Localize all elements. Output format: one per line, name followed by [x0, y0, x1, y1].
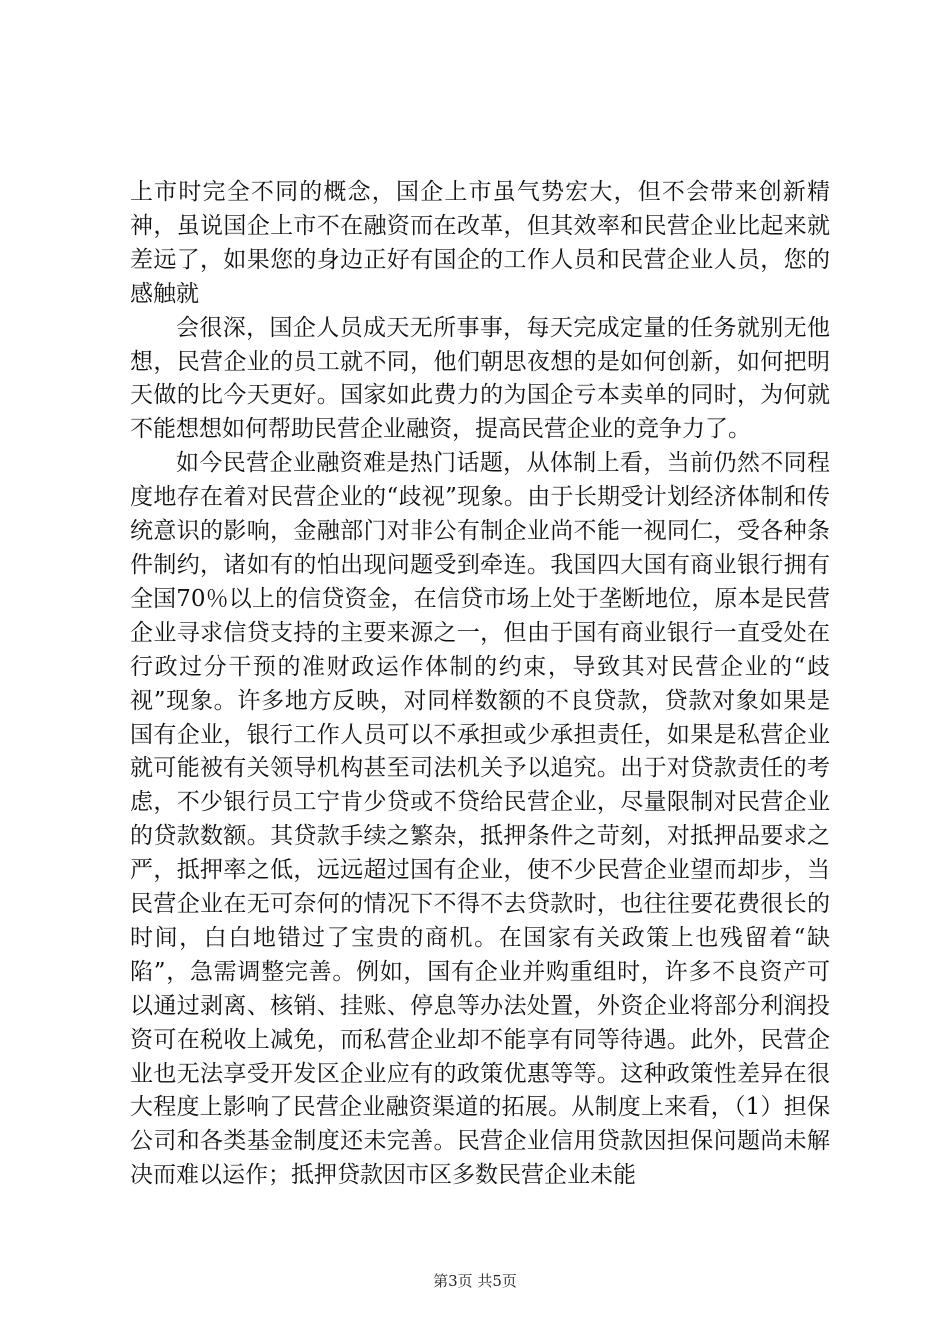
page-number-footer: 第3页 共5页 — [433, 1272, 517, 1290]
paragraph-3: 如今民营企业融资难是热门话题，从体制上看，当前仍然不同程度地存在着对民营企业的“歧视”现象。由于长期受计划经济体制和传统意识的影响，金融部门对非公有制企业尚不能一视同仁，受各种条件制约，诸如有的怕出现问题受到牵连。我国四大国有商业银行拥有全国70％以上的信贷资金，在信贷市场上处于垄断地位，原本是民营企业寻求信贷支持的主要来源之一，但由于国有商业银行一直受处在行政过分干预的准财政运作体制的约束，导致其对民营企业的“歧视”现象。许多地方反映，对同样数额的不良贷款，贷款对象如果是国有企业，银行工作人员可以不承担或少承担责任，如果是私营企业就可能被有关领导机构甚至司法机关予以追究。出于对贷款责任的考虑，不少银行员工宁肯少贷或不贷给民营企业，尽量限制对民营企业的贷款数额。其贷款手续之繁杂，抵押条件之苛刻，对抵押品要求之严，抵押率之低，远远超过国有企业，使不少民营企业望而却步，当民营企业在无可奈何的情况下不得不去贷款时，也往往要花费很长的时间，白白地错过了宝贵的商机。在国家有关政策上也残留着“缺陷”，急需调整完善。例如，国有企业并购重组时，许多不良资产可以通过剥离、核销、挂账、停息等办法处置，外资企业将部分利润投资可在税收上减免，而私营企业却不能享有同等待遇。此外，民营企业也无法享受开发区企业应有的政策优惠等等。这种政策性差异在很大程度上影响了民营企业融资渠道的拓展。从制度上来看，（1）担保公司和各类基金制度还未完善。民营企业信用贷款因担保问题尚未解决而难以运作；抵押贷款因市区多数民营企业未能 — [130, 450, 830, 1189]
document-body — [130, 176, 830, 1193]
paragraph-2: 会很深，国企人员成天无所事事，每天完成定量的任务就别无他想，民营企业的员工就不同，他们朝思夜想的是如何创新，如何把明天做的比今天更好。国家如此费力的为国企亏本卖单的同时，为何就不能想想如何帮助民营企业融资，提高民营企业的竞争力了。 — [130, 314, 830, 443]
paragraph-1: 上市时完全不同的概念，国企上市虽气势宏大，但不会带来创新精神，虽说国企上市不在融资而在改革，但其效率和民营企业比起来就差远了，如果您的身边正好有国企的工作人员和民营企业人员，您的感触就 — [130, 179, 830, 307]
